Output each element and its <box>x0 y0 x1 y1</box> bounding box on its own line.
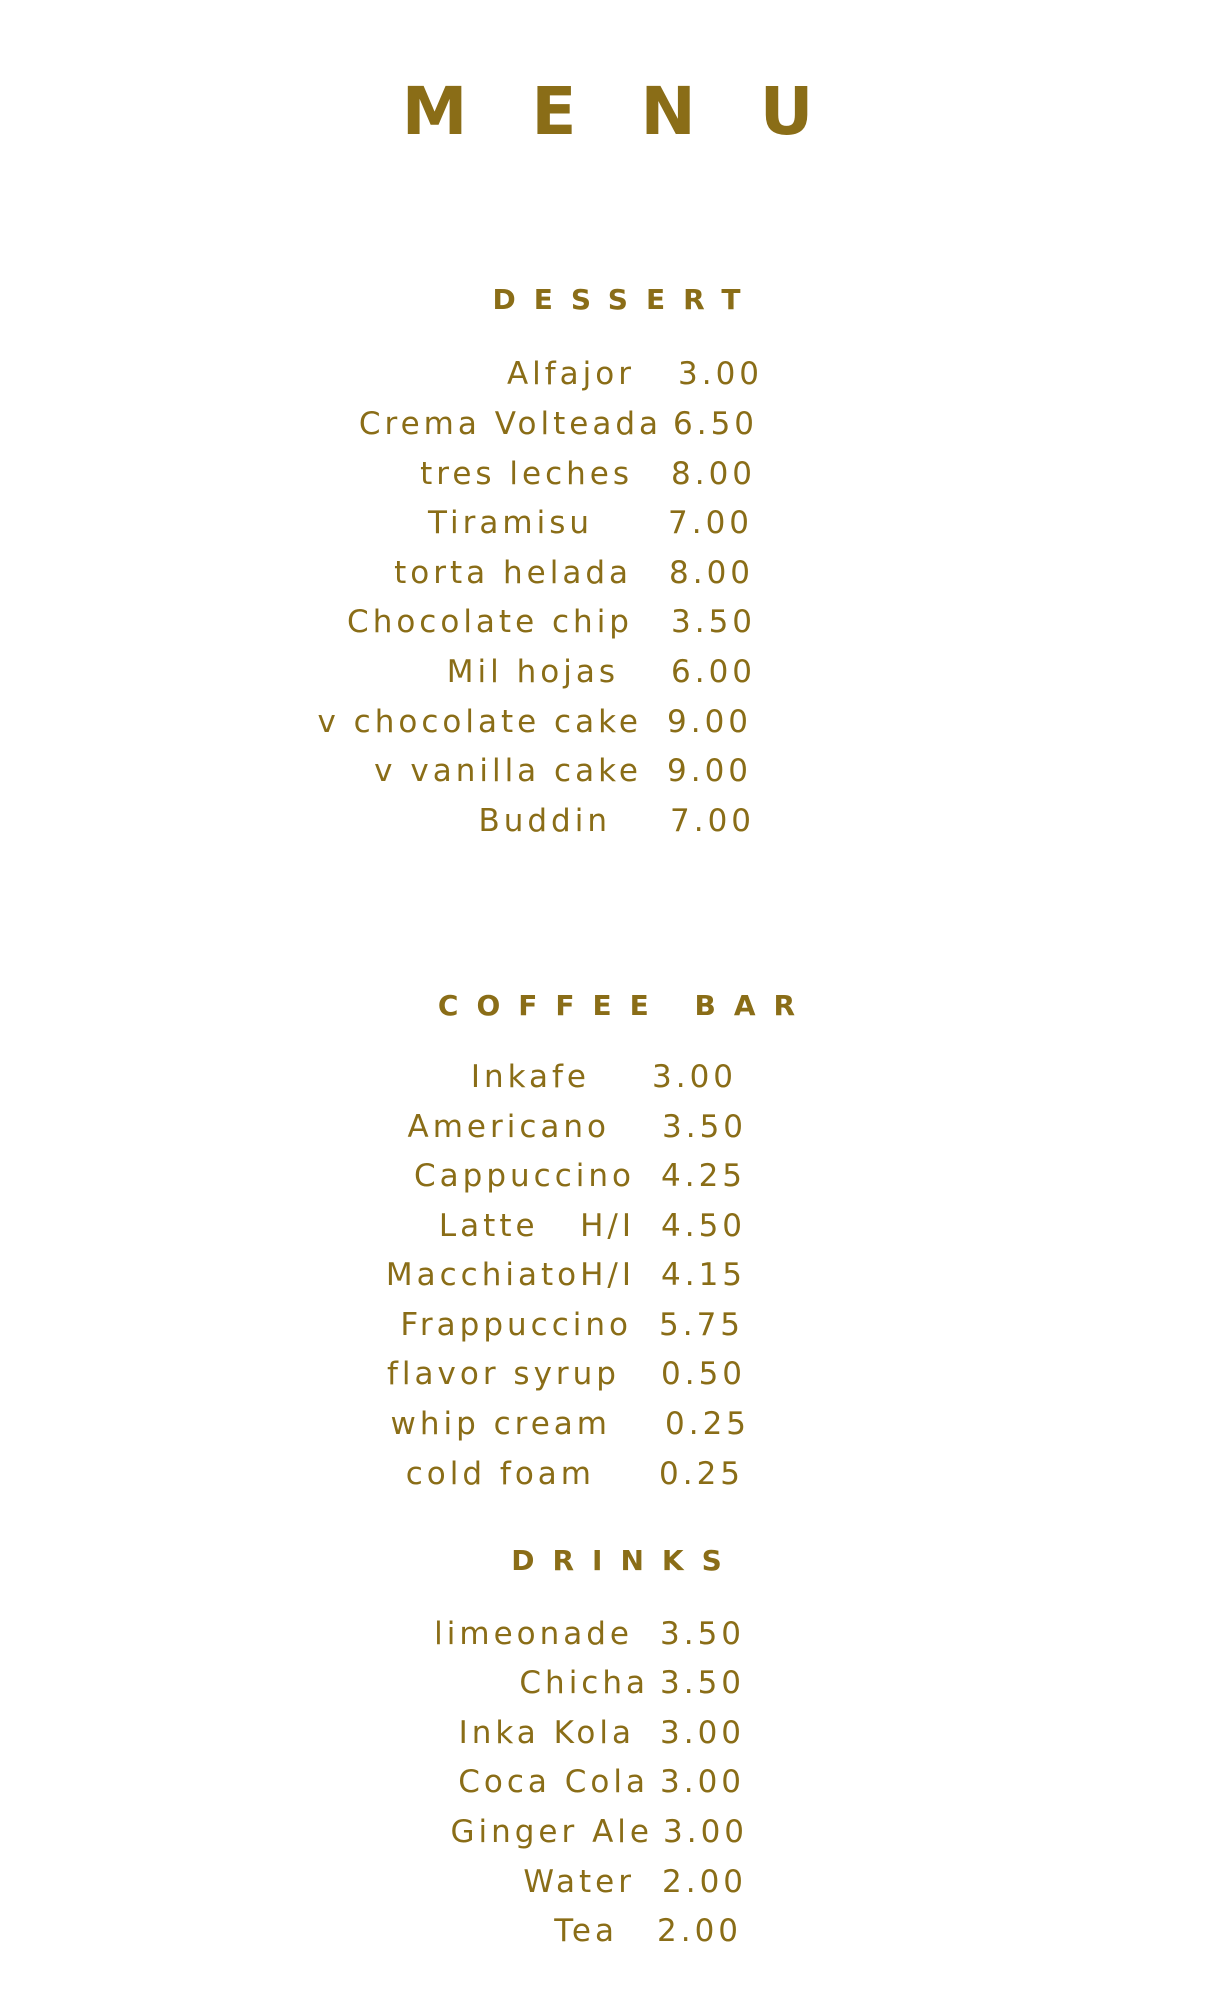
item-price: 7.00 <box>668 505 754 541</box>
item-price: 3.50 <box>660 1665 746 1701</box>
item-price: 3.50 <box>660 1616 746 1652</box>
item-name: Americano <box>407 1109 610 1145</box>
menu-item <box>0 452 1215 496</box>
item-price: 3.50 <box>662 1109 748 1145</box>
item-price: 2.00 <box>657 1913 743 1949</box>
menu-item <box>0 352 1215 396</box>
menu-item <box>0 1909 1215 1953</box>
menu-item <box>0 1402 1215 1446</box>
item-name: Tea <box>554 1913 618 1949</box>
item-name: tres leches <box>420 456 633 492</box>
menu-item <box>0 1303 1215 1347</box>
item-name: flavor syrup <box>386 1356 620 1392</box>
menu-item <box>0 749 1215 793</box>
item-name: Inkafe <box>470 1059 590 1095</box>
menu-item <box>0 1810 1215 1854</box>
menu-item <box>0 1154 1215 1198</box>
item-name: MacchiatoH/I <box>385 1257 635 1293</box>
item-price: 8.00 <box>669 555 755 591</box>
item-name: Chicha <box>519 1665 649 1701</box>
menu-item <box>0 1352 1215 1396</box>
item-name: Cappuccino <box>414 1158 635 1194</box>
item-name: Ginger Ale <box>450 1814 653 1850</box>
item-price: 3.00 <box>678 356 764 392</box>
item-name: Water <box>523 1864 635 1900</box>
item-name: v vanilla cake <box>374 753 642 789</box>
item-name: torta helada <box>394 555 632 591</box>
menu-item <box>0 1860 1215 1904</box>
item-price: 0.25 <box>659 1456 745 1492</box>
item-name: Chocolate chip <box>347 604 633 640</box>
menu-item <box>0 600 1215 644</box>
item-name: Latte H/I <box>438 1208 635 1244</box>
menu-item <box>0 650 1215 694</box>
item-price: 8.00 <box>671 456 757 492</box>
item-price: 6.00 <box>671 654 757 690</box>
menu-item <box>0 1105 1215 1149</box>
item-price: 0.50 <box>661 1356 747 1392</box>
item-name: Mil hojas <box>446 654 619 690</box>
item-name: v chocolate cake <box>317 704 642 740</box>
item-price: 3.50 <box>671 604 757 640</box>
item-price: 3.00 <box>652 1059 738 1095</box>
item-name: Coca Cola <box>458 1764 649 1800</box>
menu-item <box>0 1055 1215 1099</box>
item-price: 6.50 <box>673 406 759 442</box>
section-title-dessert: DESSERT <box>492 283 759 316</box>
menu-item <box>0 551 1215 595</box>
item-name: Tiramisu <box>428 505 593 541</box>
menu-item <box>0 501 1215 545</box>
menu-item <box>0 1204 1215 1248</box>
item-name: Alfajor <box>506 356 635 392</box>
menu-item <box>0 1760 1215 1804</box>
item-price: 3.00 <box>660 1764 746 1800</box>
section-title-coffee-bar: COFFEE BAR <box>437 989 814 1022</box>
menu-item <box>0 1612 1215 1656</box>
menu-item <box>0 700 1215 744</box>
item-price: 4.25 <box>661 1158 747 1194</box>
item-price: 3.00 <box>663 1814 749 1850</box>
item-price: 5.75 <box>659 1307 745 1343</box>
menu-item <box>0 1711 1215 1755</box>
menu-title: MENU <box>401 73 878 150</box>
item-price: 2.00 <box>662 1864 748 1900</box>
menu-item <box>0 402 1215 446</box>
item-name: Buddin <box>478 803 611 839</box>
item-name: cold foam <box>405 1456 595 1492</box>
item-price: 7.00 <box>670 803 756 839</box>
item-name: limeonade <box>434 1616 633 1652</box>
item-price: 4.50 <box>661 1208 747 1244</box>
item-name: Crema Volteada <box>358 406 662 442</box>
item-price: 0.25 <box>665 1406 751 1442</box>
item-name: Inka Kola <box>458 1715 635 1751</box>
item-price: 9.00 <box>667 753 753 789</box>
item-price: 9.00 <box>667 704 753 740</box>
menu-item <box>0 799 1215 843</box>
menu-item <box>0 1661 1215 1705</box>
item-price: 4.15 <box>661 1257 747 1293</box>
item-price: 3.00 <box>660 1715 746 1751</box>
item-name: Frappuccino <box>400 1307 632 1343</box>
section-title-drinks: DRINKS <box>511 1544 740 1577</box>
menu-item <box>0 1452 1215 1496</box>
menu-item <box>0 1253 1215 1297</box>
item-name: whip cream <box>390 1406 611 1442</box>
